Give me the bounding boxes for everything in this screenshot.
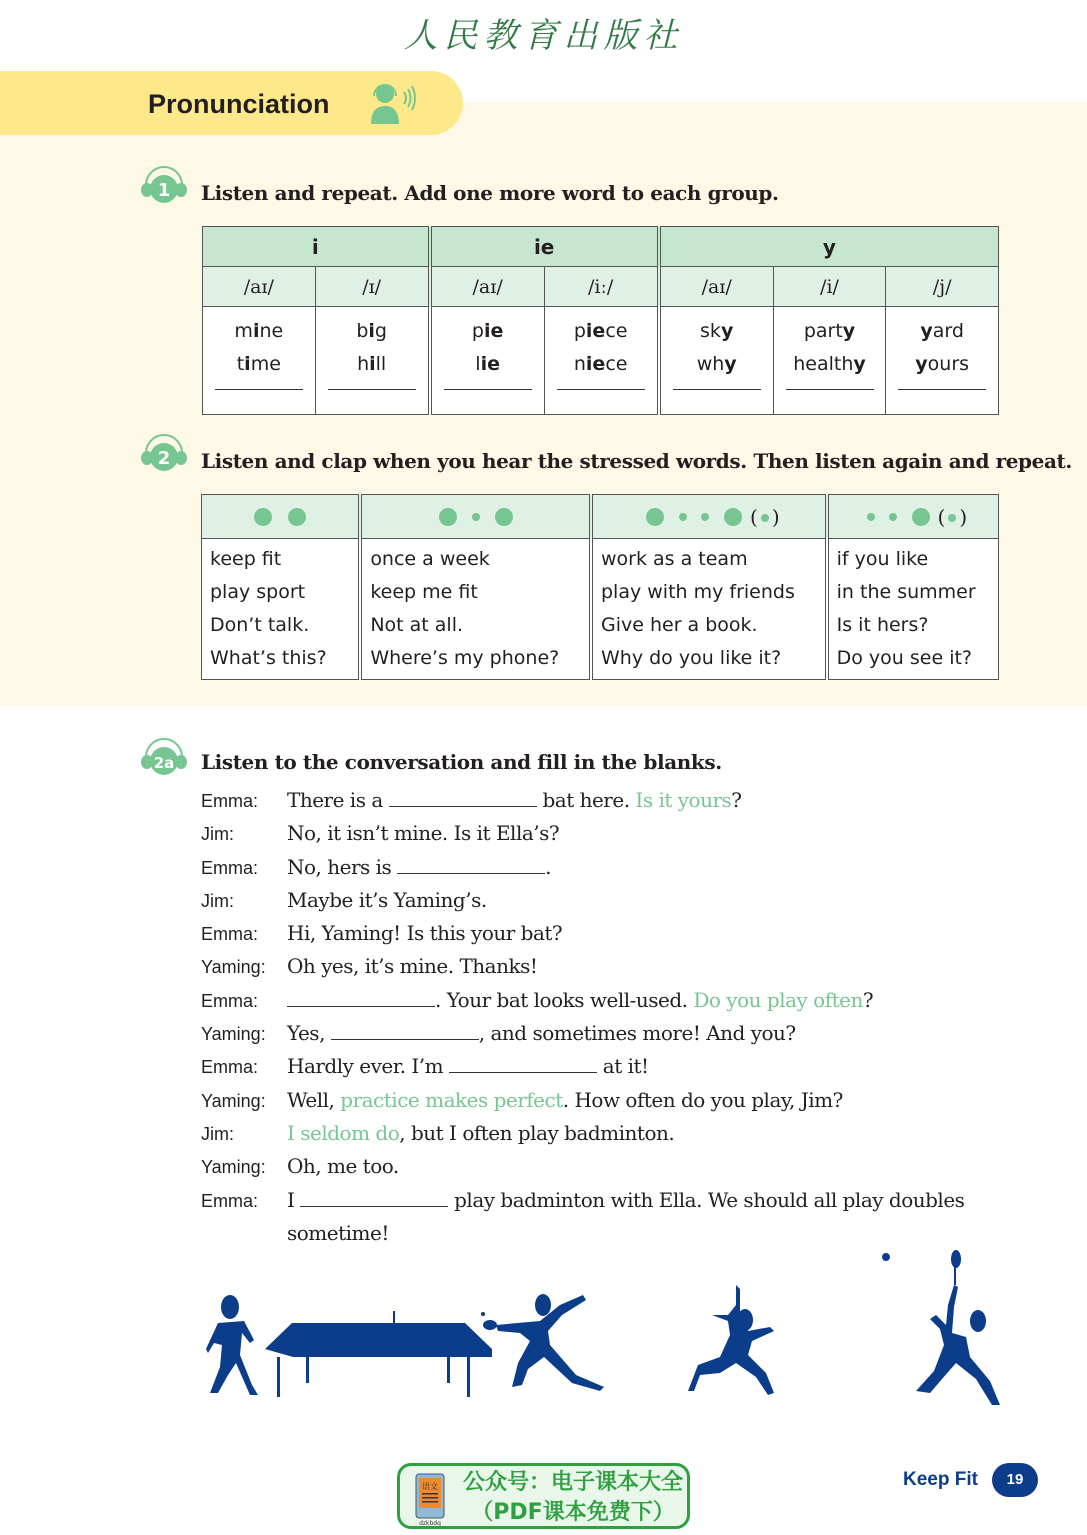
text-segment: Oh, me too.	[287, 1154, 399, 1179]
text-segment: Maybe it’s Yaming’s.	[287, 887, 487, 912]
group-header: ie	[430, 227, 659, 267]
example-word: time	[236, 353, 281, 375]
text-segment: No, hers is	[287, 854, 398, 879]
answer-blank[interactable]	[673, 389, 761, 390]
sound-header: /aɪ/	[659, 267, 774, 307]
text-segment: . How often do you play, Jim?	[562, 1087, 843, 1112]
example-word: mine	[234, 320, 284, 342]
highlighted-phrase: Do you play often	[693, 987, 863, 1012]
dialog-line	[201, 855, 1021, 888]
dialog-line	[201, 888, 1021, 921]
dialog-line	[201, 1021, 1021, 1054]
audio-badge-icon[interactable]	[138, 431, 190, 471]
page-number: 19	[992, 1463, 1038, 1497]
fill-in-blank[interactable]	[287, 991, 435, 1007]
dialog-text	[287, 821, 559, 845]
dialog-text	[287, 1154, 399, 1178]
unstressed-dot-icon	[472, 513, 480, 521]
answer-blank[interactable]	[444, 389, 532, 390]
stressed-dot-icon	[646, 508, 664, 526]
unstressed-dot-icon	[701, 513, 709, 521]
dialog-text	[287, 954, 537, 978]
sound-header: /iː/	[544, 267, 659, 307]
stress-pattern	[202, 495, 361, 539]
dialog-line	[201, 988, 1021, 1021]
phrase: Do you see it?	[836, 647, 973, 669]
speaker-label: Emma:	[201, 1057, 259, 1078]
example-word: pie	[471, 320, 504, 342]
phrase: play sport	[210, 581, 306, 603]
dialog-line	[201, 788, 1021, 821]
stressed-dot-icon	[495, 508, 513, 526]
phrase: keep fit	[210, 548, 282, 570]
activity1-instruction: Listen and repeat. Add one more word to each group.	[201, 181, 779, 205]
example-word: niece	[573, 353, 628, 375]
phrase: Not at all.	[370, 614, 464, 636]
dialog-text	[287, 1121, 674, 1145]
text-segment: at it!	[596, 1054, 649, 1079]
promo-text	[462, 1468, 684, 1528]
sound-header: /j/	[886, 267, 999, 307]
speaker-label: Jim:	[201, 824, 234, 845]
highlighted-phrase: Is it yours	[635, 788, 732, 812]
text-segment: bat here.	[536, 788, 636, 812]
speaker-label: Yaming:	[201, 1157, 266, 1178]
unit-title: Keep Fit	[903, 1469, 978, 1490]
svg-text:1: 1	[157, 180, 171, 201]
text-segment: ?	[731, 788, 742, 812]
dialog-text	[287, 888, 487, 912]
answer-blank[interactable]	[786, 389, 874, 390]
speaker-label: Emma:	[201, 990, 259, 1011]
sound-header: /aɪ/	[203, 267, 316, 307]
unstressed-dot-icon	[679, 513, 687, 521]
dialog-text	[287, 1088, 843, 1112]
speaker-label: Yaming:	[201, 1090, 266, 1111]
answer-blank[interactable]	[898, 389, 986, 390]
sound-header: /ɪ/	[315, 267, 430, 307]
text-segment: play badminton with Ella. We should all play doubles	[448, 1187, 965, 1212]
example-word: hill	[357, 353, 387, 375]
svg-text:2a: 2a	[153, 754, 175, 772]
phrase: play with my friends	[601, 581, 795, 603]
text-segment: sometime!	[287, 1220, 389, 1245]
stress-pattern	[827, 495, 999, 539]
text-segment: I	[287, 1187, 301, 1212]
phrase-cell	[202, 539, 361, 680]
phrase-cell	[591, 539, 827, 680]
example-word: yard	[920, 320, 964, 342]
phrase: What’s this?	[210, 647, 327, 669]
text-segment: , and sometimes more! And you?	[478, 1021, 796, 1046]
word-cell	[659, 307, 774, 415]
audio-badge-icon[interactable]	[138, 735, 190, 775]
group-header: y	[659, 227, 999, 267]
unstressed-dot-icon	[867, 513, 875, 521]
optional-unstressed-dot-icon: ( )	[750, 504, 780, 529]
publisher-logo: 人民教育出版社	[403, 16, 684, 56]
audio-badge-icon[interactable]	[138, 163, 190, 203]
text-segment: No, it isn’t mine. Is it Ella’s?	[287, 821, 560, 846]
highlighted-phrase: I seldom do	[287, 1120, 400, 1145]
dialog-line	[201, 954, 1021, 987]
text-segment: Yes,	[287, 1021, 331, 1046]
speaker-label: Jim:	[201, 1123, 234, 1144]
text-segment: ?	[862, 987, 874, 1012]
dialog-text	[287, 1054, 649, 1078]
speaker-label: Emma:	[201, 791, 259, 811]
optional-unstressed-dot-icon: ( )	[937, 504, 968, 529]
stressed-dot-icon	[724, 508, 742, 526]
example-word: big	[356, 320, 387, 342]
phrase: Is it hers?	[836, 614, 929, 636]
phrase: keep me fit	[370, 581, 478, 603]
dialog-text	[287, 1188, 964, 1212]
speaker-label: Emma:	[201, 857, 259, 878]
speaker-label: Jim:	[201, 890, 234, 911]
phrase: once a week	[370, 548, 490, 570]
fill-in-blank[interactable]	[300, 1191, 448, 1207]
speaker-label: Yaming:	[201, 1024, 266, 1045]
svg-text:语文: 语文	[422, 1482, 438, 1491]
dialog-text	[287, 921, 562, 945]
phrase: Where’s my phone?	[370, 647, 560, 669]
example-word: yours	[915, 353, 970, 375]
sound-header: /i/	[773, 267, 886, 307]
stressed-dot-icon	[288, 508, 306, 526]
text-segment: , but I often play badminton.	[399, 1120, 675, 1145]
text-segment: Hardly ever. I’m	[287, 1054, 449, 1079]
fill-in-blank[interactable]	[449, 1057, 597, 1073]
group-header: i	[203, 227, 430, 267]
example-word: party	[803, 320, 856, 342]
conversation	[201, 788, 1021, 1254]
stressed-dot-icon	[912, 508, 930, 526]
example-word: healthy	[793, 353, 866, 375]
word-cell	[773, 307, 886, 415]
stress-table	[201, 494, 999, 680]
word-cell	[544, 307, 659, 415]
stressed-dot-icon	[439, 508, 457, 526]
promo-line-2: （PDF课本免费下）	[471, 1500, 675, 1525]
fill-in-blank[interactable]	[331, 1024, 479, 1040]
dialog-text	[287, 988, 873, 1012]
dialog-text	[287, 855, 551, 879]
svg-text:dzkbdq: dzkbdq	[419, 1520, 441, 1526]
word-cell	[430, 307, 545, 415]
answer-blank[interactable]	[328, 389, 416, 390]
word-cell	[315, 307, 430, 415]
dialog-line	[201, 1054, 1021, 1087]
activity2a-instruction: Listen to the conversation and fill in the blanks.	[201, 750, 722, 774]
dialog-line	[201, 1121, 1021, 1154]
answer-blank[interactable]	[557, 389, 645, 390]
sound-header: /aɪ/	[430, 267, 545, 307]
phrase-cell	[827, 539, 999, 680]
text-segment: . Your bat looks well-used.	[435, 987, 694, 1012]
dialog-line	[201, 821, 1021, 854]
example-word: why	[696, 353, 737, 375]
fill-in-blank[interactable]	[389, 791, 537, 807]
text-segment: There is a	[287, 788, 389, 812]
sports-silhouettes-illustration	[200, 1245, 1000, 1405]
phrase: work as a team	[601, 548, 748, 570]
stress-pattern	[591, 495, 827, 539]
example-word: piece	[573, 320, 628, 342]
dialog-text	[287, 788, 742, 812]
section-title: Pronunciation	[148, 89, 330, 119]
highlighted-phrase: practice makes perfect	[340, 1087, 563, 1112]
ebook-phone-icon	[410, 1472, 450, 1526]
phrase-cell	[360, 539, 591, 680]
dialog-text	[287, 1221, 389, 1245]
dialog-line	[201, 921, 1021, 954]
promo-banner[interactable]	[397, 1463, 690, 1529]
example-word: sky	[700, 320, 734, 342]
speaker-label: Emma:	[201, 924, 259, 945]
word-cell	[203, 307, 316, 415]
phrase: in the summer	[836, 581, 976, 603]
word-cell	[886, 307, 999, 415]
dialog-text	[287, 1021, 796, 1045]
phrase: Don’t talk.	[210, 614, 310, 636]
unstressed-dot-icon	[889, 513, 897, 521]
text-segment: Oh yes, it’s mine. Thanks!	[287, 954, 538, 979]
stressed-dot-icon	[254, 508, 272, 526]
text-segment: Well,	[287, 1087, 341, 1112]
listening-speaker-icon	[366, 80, 422, 126]
promo-line-1: 公众号：电子课本大全	[462, 1470, 683, 1495]
stress-pattern	[360, 495, 591, 539]
phonics-table	[202, 226, 999, 415]
dialog-line	[201, 1188, 1021, 1221]
phrase: Give her a book.	[601, 614, 758, 636]
phrase: Why do you like it?	[601, 647, 782, 669]
dialog-line	[201, 1088, 1021, 1121]
activity2-instruction: Listen and clap when you hear the stressed words. Then listen again and repeat.	[201, 449, 1072, 473]
answer-blank[interactable]	[215, 389, 303, 390]
speaker-label: Emma:	[201, 1190, 259, 1211]
example-word: lie	[475, 353, 500, 375]
fill-in-blank[interactable]	[397, 858, 545, 874]
phrase: if you like	[836, 548, 929, 570]
dialog-line	[201, 1154, 1021, 1187]
svg-text:2: 2	[157, 448, 171, 469]
text-segment: Hi, Yaming! Is this your bat?	[287, 921, 563, 946]
text-segment: .	[545, 854, 552, 879]
speaker-label: Yaming:	[201, 957, 266, 978]
